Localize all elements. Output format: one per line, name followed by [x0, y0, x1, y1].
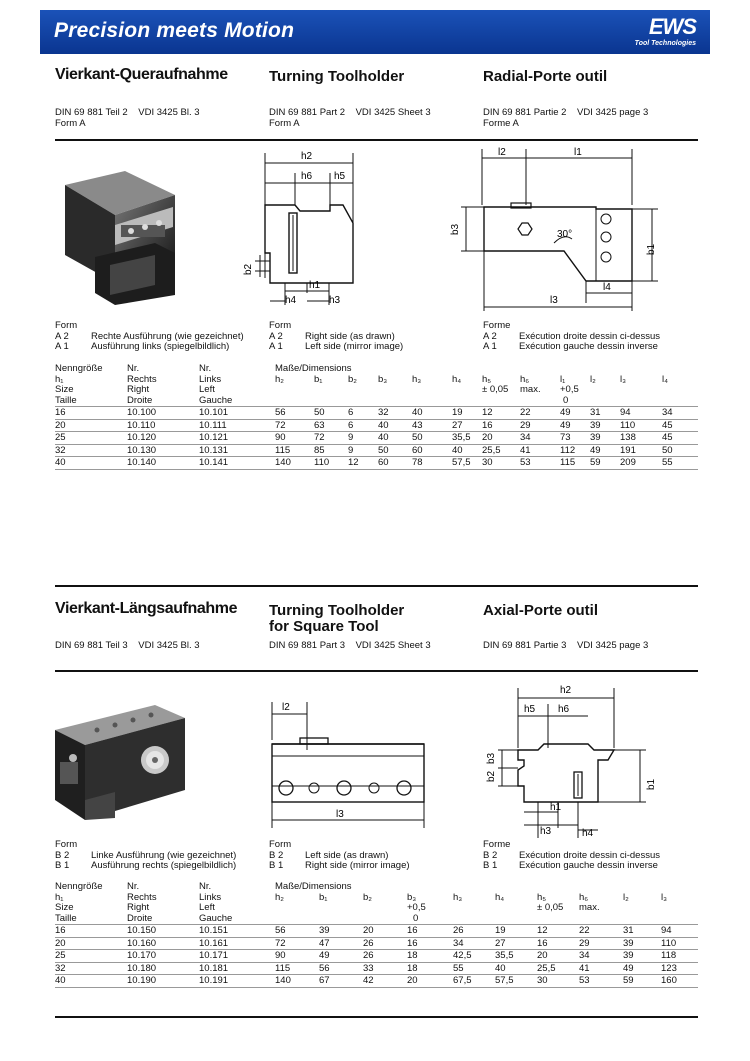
table-cell: 10.170 [127, 950, 199, 963]
table-cell: 118 [661, 950, 698, 963]
table-cell: 10.160 [127, 937, 199, 950]
drawing-top-view-2 [478, 680, 678, 840]
table-cell: 10.121 [199, 432, 275, 445]
table-cell: 12 [348, 457, 378, 470]
table-cell: 32 [55, 962, 127, 975]
table-cell: 27 [495, 937, 537, 950]
section1-standard-de: DIN 69 881 Teil 2 VDI 3425 Bl. 3 Form A [55, 107, 200, 129]
dim-l2: l2 [498, 147, 506, 158]
table-cell: 110 [314, 457, 348, 470]
logo-brand: EWS [648, 14, 696, 39]
dim-b2: b2 [243, 263, 254, 275]
table-cell: 53 [579, 975, 623, 988]
section2-title-en: Turning Toolholder [269, 602, 405, 619]
table-row [55, 419, 698, 432]
section2-form-en: Form B 2 Left side (as drawn) B 1 Right side (mirror image) [269, 839, 410, 871]
table-cell: 10.141 [199, 457, 275, 470]
table-cell: 19 [452, 407, 482, 420]
table-cell: 18 [407, 962, 453, 975]
table-row [55, 925, 698, 938]
table-cell: 41 [520, 444, 560, 457]
table-cell: 40 [452, 444, 482, 457]
table-cell: 10.190 [127, 975, 199, 988]
table-cell: 10.180 [127, 962, 199, 975]
table-cell: 25,5 [482, 444, 520, 457]
table-cell: 42,5 [453, 950, 495, 963]
table-cell: 16 [537, 937, 579, 950]
table-cell: 35,5 [452, 432, 482, 445]
section1-form-de: Form A 2 Rechte Ausführung (wie gezeichnet) A 1 Ausführung links (spiegelbildlich) [55, 320, 244, 352]
table-cell: 30 [482, 457, 520, 470]
drawing-side-view-1 [225, 143, 385, 313]
table-header-row-2: h₁ Rechts Links h₂ b₁ b₂ b₃ h₃ h₄ h₅ h₆ l₁ l₂ l₃ l₄ [55, 373, 668, 385]
table-cell: 16 [482, 419, 520, 432]
dim-h4: h4 [285, 295, 297, 306]
table-cell: 60 [378, 457, 412, 470]
table-cell: 20 [537, 950, 579, 963]
table-header-row-1: Nenngröße Nr. Nr. Maße/Dimensions [55, 881, 352, 892]
table-cell: 10.100 [127, 407, 199, 420]
table-cell: 25,5 [537, 962, 579, 975]
section1-title-de: Vierkant-Queraufnahme [55, 66, 228, 83]
dim-h6: h6 [301, 171, 313, 182]
section2-rule [55, 670, 698, 672]
table-cell: 40 [378, 432, 412, 445]
section2-standard-en: DIN 69 881 Part 3 VDI 3425 Sheet 3 [269, 640, 431, 651]
drawing-side-view-2 [262, 690, 432, 835]
table-cell: 85 [314, 444, 348, 457]
table-cell: 110 [661, 937, 698, 950]
section1-rule [55, 139, 698, 141]
table-cell: 29 [520, 419, 560, 432]
header-banner [40, 10, 710, 54]
table-cell: 72 [314, 432, 348, 445]
table-cell: 16 [55, 407, 127, 420]
table-cell: 10.120 [127, 432, 199, 445]
table-row [55, 950, 698, 963]
table-cell: 40 [55, 975, 127, 988]
table-cell: 78 [412, 457, 452, 470]
section2-form-de: Form B 2 Linke Ausführung (wie gezeichnet) B 1 Ausführung rechts (spiegelbildlich) [55, 839, 237, 871]
table-cell: 10.140 [127, 457, 199, 470]
dim-h5: h5 [524, 704, 536, 715]
table-cell: 63 [314, 419, 348, 432]
table-cell: 12 [482, 407, 520, 420]
dim-h1: h1 [309, 280, 321, 291]
table-cell: 67 [319, 975, 363, 988]
table-cell: 19 [495, 925, 537, 938]
table-cell: 45 [662, 432, 698, 445]
table-cell: 6 [348, 419, 378, 432]
table-cell: 34 [520, 432, 560, 445]
section1-dimension-table [55, 364, 698, 470]
table-cell: 30 [537, 975, 579, 988]
dim-h1: h1 [550, 802, 562, 813]
table-header-row-4: Taille Droite Gauche 0 [55, 912, 419, 924]
table-cell: 40 [378, 419, 412, 432]
table-cell: 67,5 [453, 975, 495, 988]
table-cell: 40 [495, 962, 537, 975]
section2-standard-de: DIN 69 881 Teil 3 VDI 3425 Bl. 3 [55, 640, 200, 651]
table-cell: 115 [560, 457, 590, 470]
table-cell: 26 [363, 950, 407, 963]
table-cell: 40 [55, 457, 127, 470]
dim-b3: b3 [486, 752, 497, 764]
table-cell: 34 [579, 950, 623, 963]
table-cell: 140 [275, 975, 319, 988]
table-cell: 39 [590, 432, 620, 445]
section2-title-de: Vierkant-Längsaufnahme [55, 600, 238, 617]
ews-logo [616, 14, 696, 50]
table-cell: 160 [661, 975, 698, 988]
dim-l3: l3 [550, 295, 558, 306]
table-cell: 138 [620, 432, 662, 445]
dim-h2: h2 [301, 151, 313, 162]
table-row [55, 444, 698, 457]
table-cell: 191 [620, 444, 662, 457]
table-cell: 50 [662, 444, 698, 457]
table-cell: 29 [579, 937, 623, 950]
section1-title-en: Turning Toolholder [269, 68, 405, 85]
table-cell: 34 [453, 937, 495, 950]
table-cell: 10.130 [127, 444, 199, 457]
table-cell: 73 [560, 432, 590, 445]
dim-l3: l3 [336, 809, 344, 820]
table-cell: 49 [319, 950, 363, 963]
table-cell: 49 [590, 444, 620, 457]
table-cell: 10.131 [199, 444, 275, 457]
table-cell: 45 [662, 419, 698, 432]
dim-h6: h6 [558, 704, 570, 715]
table-cell: 16 [55, 925, 127, 938]
table-header-row-4: Taille Droite Gauche 0 [55, 394, 569, 406]
table-cell: 10.161 [199, 937, 275, 950]
table-cell: 40 [412, 407, 452, 420]
table-header-row-1: Nenngröße Nr. Nr. Maße/Dimensions [55, 363, 352, 374]
table-row [55, 457, 698, 470]
dim-b1: b1 [646, 778, 657, 790]
dim-h3: h3 [329, 295, 341, 306]
table-cell: 110 [620, 419, 662, 432]
table-cell: 209 [620, 457, 662, 470]
table-cell: 31 [623, 925, 661, 938]
table-cell: 94 [661, 925, 698, 938]
table-header-row-3: Size Right Left ± 0,05 max. +0,5 [55, 384, 579, 395]
table-header-row-3: Size Right Left +0,5 ± 0,05 max. [55, 902, 600, 913]
table-cell: 112 [560, 444, 590, 457]
table-cell: 32 [378, 407, 412, 420]
table-cell: 123 [661, 962, 698, 975]
toolholder-photo-radial [55, 165, 185, 310]
table-cell: 6 [348, 407, 378, 420]
table-cell: 25 [55, 950, 127, 963]
table-cell: 55 [662, 457, 698, 470]
table-cell: 20 [482, 432, 520, 445]
section1-standard-fr: DIN 69 881 Partie 2 VDI 3425 page 3 Forme A [483, 107, 649, 129]
section2-rule-bottom [55, 1016, 698, 1018]
dim-b1: b1 [646, 243, 657, 255]
section2-form-fr: Forme B 2 Exécution droite dessin ci-dessus B 1 Exécution gauche dessin inverse [483, 839, 660, 871]
table-cell: 27 [452, 419, 482, 432]
table-cell: 10.181 [199, 962, 275, 975]
dim-h5: h5 [334, 171, 346, 182]
table-cell: 39 [623, 950, 661, 963]
section2-rule-top [55, 585, 698, 587]
table-cell: 56 [275, 407, 314, 420]
tagline: Precision meets Motion [54, 19, 295, 42]
table-cell: 10.151 [199, 925, 275, 938]
dim-l4: l4 [603, 282, 611, 293]
drawing-top-view-1 [436, 143, 671, 318]
table-cell: 49 [560, 419, 590, 432]
table-cell: 20 [363, 925, 407, 938]
dim-h3: h3 [540, 826, 552, 837]
toolholder-photo-axial [55, 700, 185, 825]
dim-l1: l1 [574, 147, 582, 158]
table-cell: 22 [579, 925, 623, 938]
table-cell: 10.101 [199, 407, 275, 420]
section1-standard-en: DIN 69 881 Part 2 VDI 3425 Sheet 3 Form A [269, 107, 431, 129]
table-cell: 50 [412, 432, 452, 445]
dim-b3: b3 [450, 223, 461, 235]
table-cell: 56 [275, 925, 319, 938]
table-row [55, 937, 698, 950]
section2-title-en-line2: for Square Tool [269, 618, 379, 635]
table-cell: 39 [623, 937, 661, 950]
table-cell: 33 [363, 962, 407, 975]
table-row [55, 962, 698, 975]
section2-table-body [55, 925, 698, 988]
table-cell: 31 [590, 407, 620, 420]
section1-form-en: Form A 2 Right side (as drawn) A 1 Left side (mirror image) [269, 320, 404, 352]
table-row [55, 407, 698, 420]
table-cell: 90 [275, 432, 314, 445]
dim-h4: h4 [582, 828, 594, 839]
table-cell: 20 [55, 419, 127, 432]
table-cell: 140 [275, 457, 314, 470]
section1-title-fr: Radial-Porte outil [483, 68, 608, 85]
section2-title-fr: Axial-Porte outil [483, 602, 599, 619]
table-cell: 35,5 [495, 950, 537, 963]
table-cell: 34 [662, 407, 698, 420]
table-cell: 25 [55, 432, 127, 445]
logo-subtitle: Tool Technologies [634, 40, 696, 47]
table-cell: 43 [412, 419, 452, 432]
table-cell: 49 [560, 407, 590, 420]
table-cell: 10.171 [199, 950, 275, 963]
table-cell: 16 [407, 925, 453, 938]
dim-l2: l2 [282, 702, 290, 713]
table-cell: 57,5 [452, 457, 482, 470]
table-cell: 115 [275, 444, 314, 457]
table-cell: 18 [407, 950, 453, 963]
table-cell: 57,5 [495, 975, 537, 988]
table-cell: 10.111 [199, 419, 275, 432]
dim-angle: 30° [557, 229, 573, 240]
table-cell: 60 [412, 444, 452, 457]
table-cell: 49 [623, 962, 661, 975]
table-cell: 90 [275, 950, 319, 963]
table-cell: 9 [348, 432, 378, 445]
table-row [55, 975, 698, 988]
table-cell: 41 [579, 962, 623, 975]
table-header-row-2: h₁ Rechts Links h₂ b₁ b₂ b₃ h₃ h₄ h₅ h₆ l₂ l₃ [55, 891, 667, 903]
table-cell: 56 [319, 962, 363, 975]
table-cell: 55 [453, 962, 495, 975]
table-cell: 72 [275, 419, 314, 432]
section2-standard-fr: DIN 69 881 Partie 3 VDI 3425 page 3 [483, 640, 649, 651]
table-cell: 47 [319, 937, 363, 950]
table-cell: 10.150 [127, 925, 199, 938]
table-row [55, 432, 698, 445]
table-cell: 20 [55, 937, 127, 950]
table-cell: 53 [520, 457, 560, 470]
table-cell: 59 [623, 975, 661, 988]
table-cell: 20 [407, 975, 453, 988]
table-cell: 32 [55, 444, 127, 457]
section1-table-body [55, 407, 698, 470]
table-cell: 39 [590, 419, 620, 432]
dim-b2: b2 [486, 770, 497, 782]
table-cell: 50 [314, 407, 348, 420]
table-cell: 72 [275, 937, 319, 950]
table-cell: 59 [590, 457, 620, 470]
table-cell: 10.191 [199, 975, 275, 988]
table-cell: 115 [275, 962, 319, 975]
table-cell: 16 [407, 937, 453, 950]
table-cell: 12 [537, 925, 579, 938]
table-cell: 94 [620, 407, 662, 420]
table-cell: 39 [319, 925, 363, 938]
section1-form-fr: Forme A 2 Exécution droite dessin ci-dessus A 1 Exécution gauche dessin inverse [483, 320, 660, 352]
table-cell: 42 [363, 975, 407, 988]
table-cell: 22 [520, 407, 560, 420]
section2-dimension-table [55, 882, 698, 988]
table-cell: 50 [378, 444, 412, 457]
table-cell: 26 [363, 937, 407, 950]
table-cell: 9 [348, 444, 378, 457]
table-cell: 26 [453, 925, 495, 938]
table-cell: 10.110 [127, 419, 199, 432]
dim-h2: h2 [560, 685, 572, 696]
